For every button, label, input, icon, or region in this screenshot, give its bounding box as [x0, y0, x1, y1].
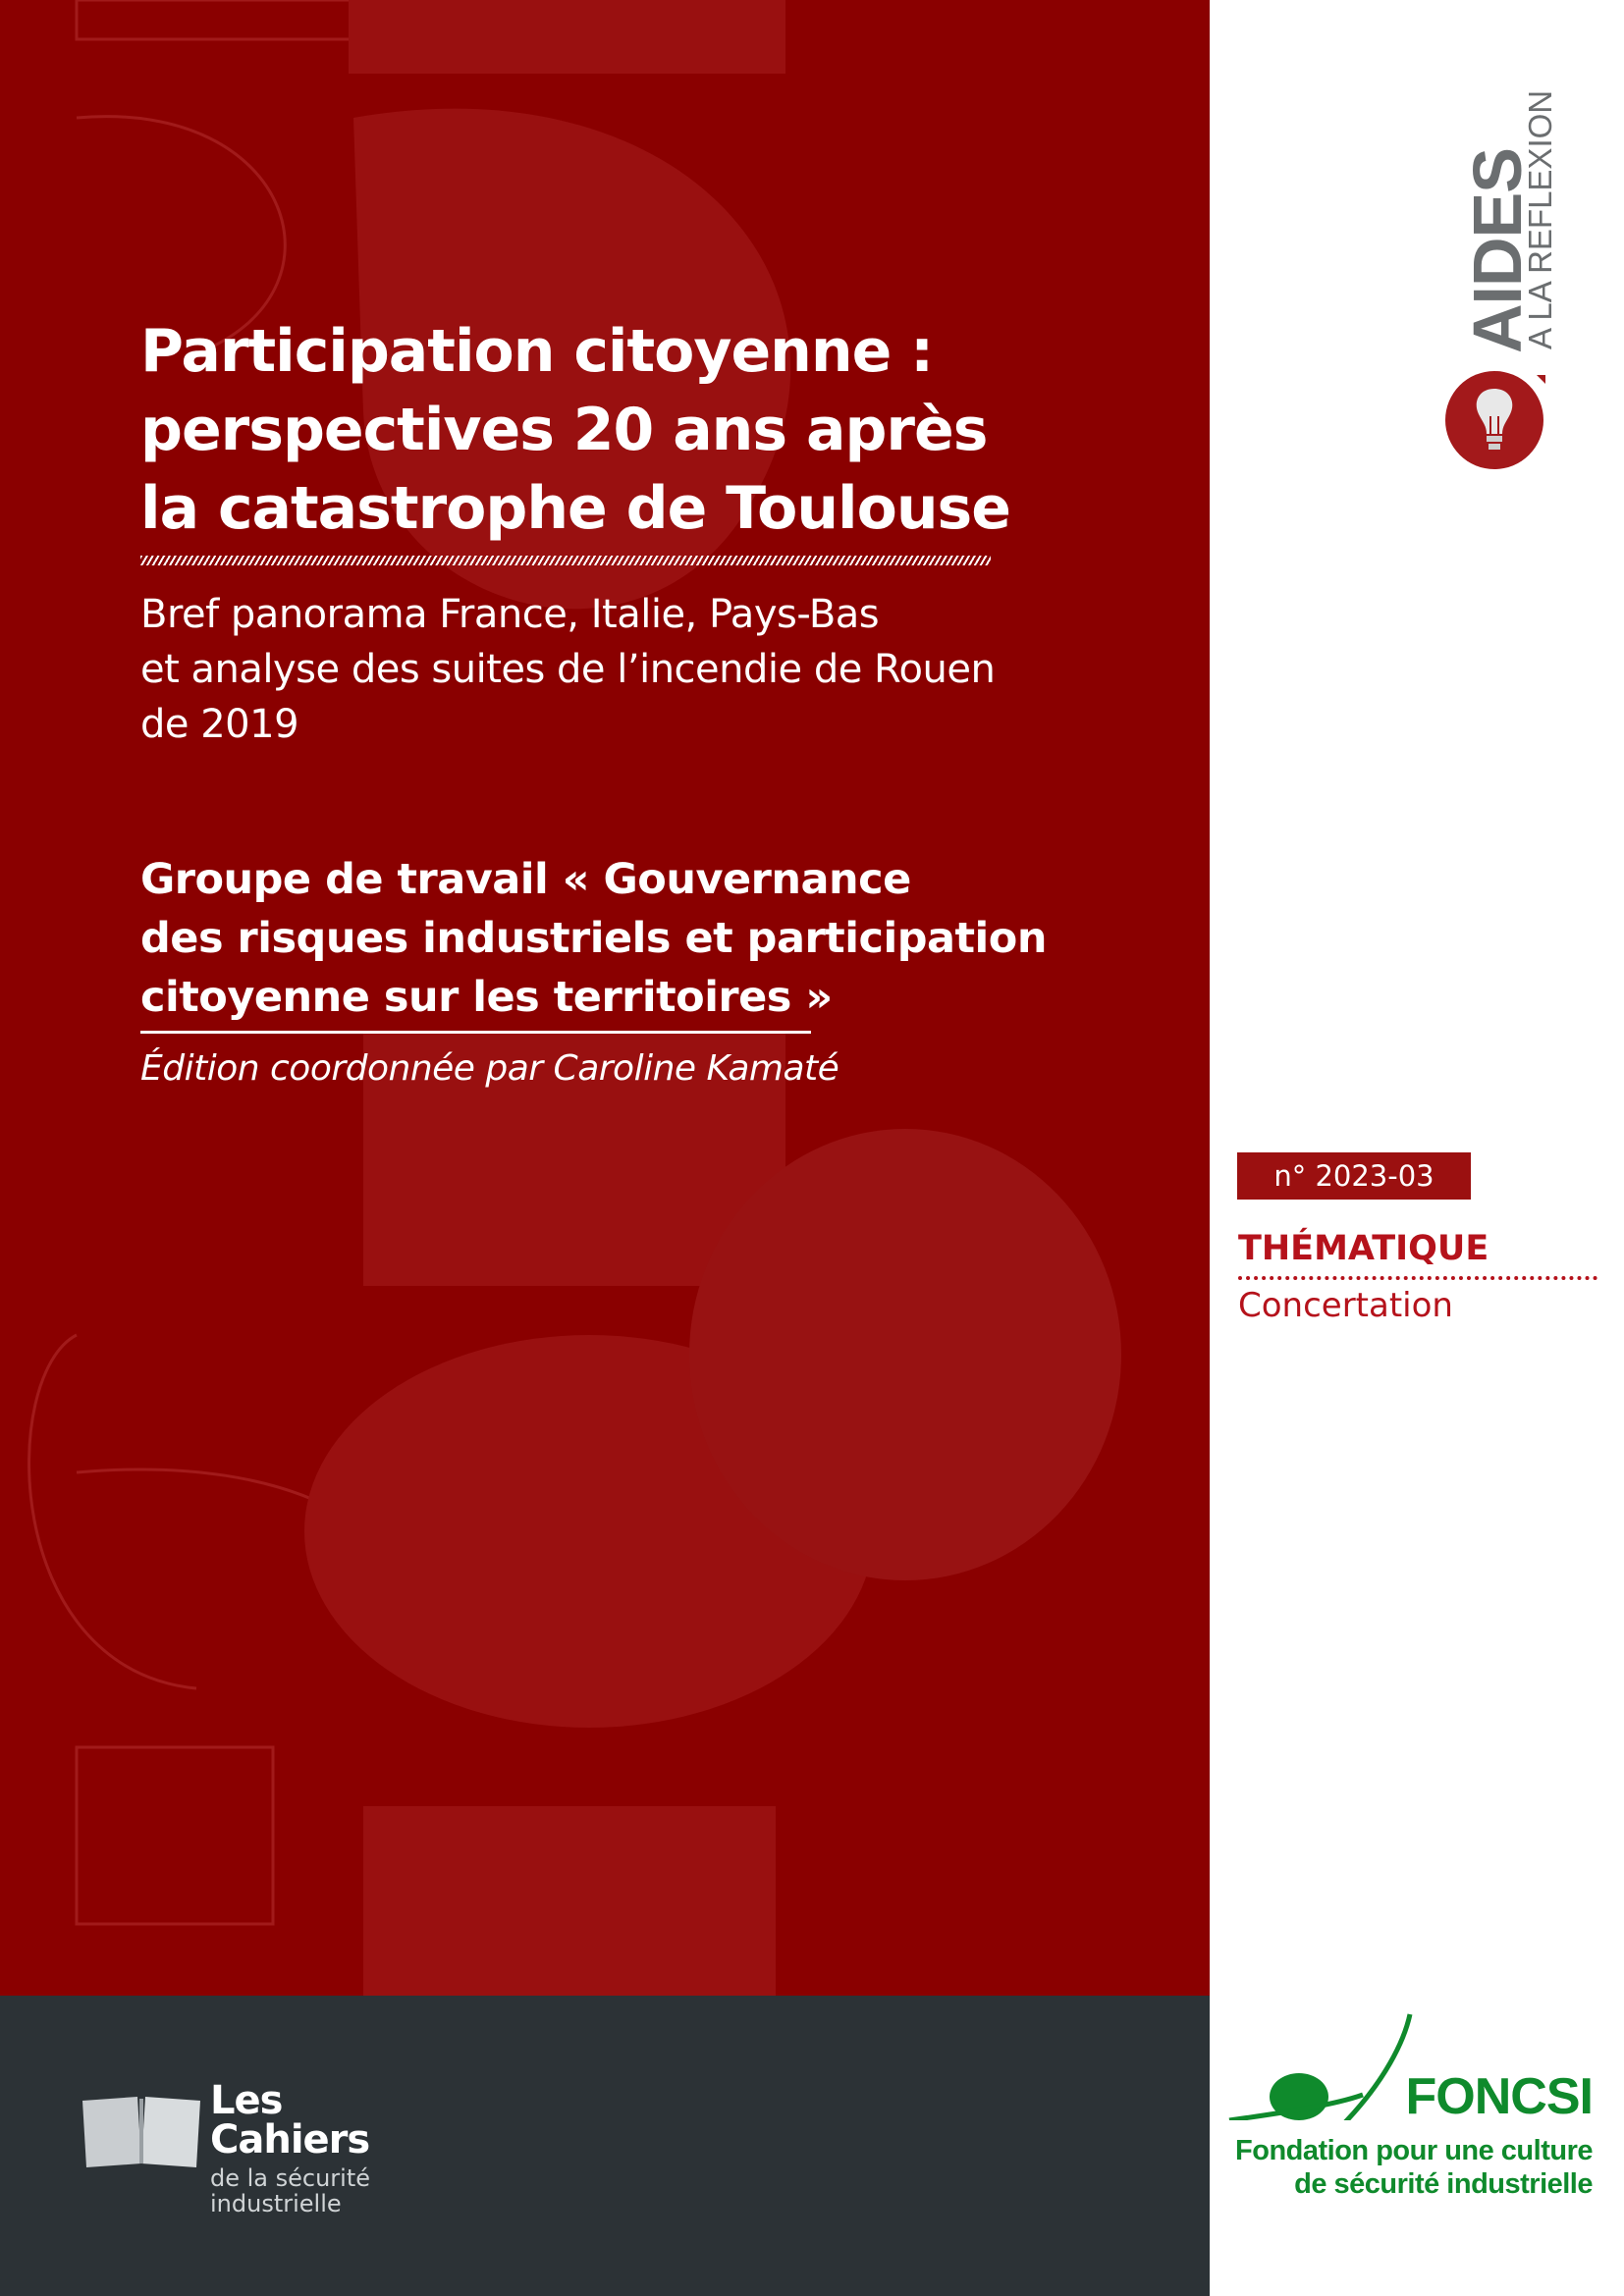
issue-number-badge: n° 2023-03 — [1237, 1152, 1471, 1200]
working-group-heading — [140, 850, 1122, 1027]
document-subtitle — [140, 587, 1122, 752]
working-group-line: citoyenne sur les territoires » — [140, 973, 833, 1022]
series-banner-sub: A LA REFLEXION — [1522, 89, 1558, 349]
lightbulb-icon — [1443, 365, 1549, 473]
cahiers-line-3: de la sécurité — [210, 2164, 371, 2192]
title-line: la catastrophe de Toulouse — [140, 474, 1010, 543]
thematique-divider — [1238, 1276, 1597, 1280]
subtitle-line: et analyse des suites de l’incendie de Rouen — [140, 647, 996, 692]
book-icon — [79, 2093, 206, 2171]
thematique-value: Concertation — [1238, 1286, 1453, 1325]
series-banner-main: AIDES — [1459, 148, 1536, 353]
cahiers-line-4: industrielle — [210, 2190, 342, 2217]
title-underline-divider — [140, 556, 991, 565]
les-cahiers-logo — [79, 2078, 403, 2228]
edition-credit: Édition coordonnée par Caroline Kamaté — [140, 1048, 839, 1089]
title-line: perspectives 20 ans après — [140, 396, 988, 464]
cahiers-line-2: Cahiers — [210, 2117, 370, 2163]
foncsi-tagline-line-2: de sécurité industrielle — [1294, 2168, 1593, 2200]
foncsi-tagline-line-1: Fondation pour une culture — [1235, 2135, 1593, 2166]
thematique-label: THÉMATIQUE — [1238, 1229, 1489, 1268]
working-group-divider — [140, 1031, 811, 1034]
cahiers-line-1: Les — [210, 2078, 283, 2123]
foncsi-name: FONCSI — [1405, 2068, 1593, 2125]
working-group-line: Groupe de travail « Gouvernance — [140, 855, 911, 904]
working-group-line: des risques industriels et participation — [140, 914, 1047, 963]
subtitle-line: de 2019 — [140, 702, 299, 747]
foncsi-logo — [1227, 2012, 1610, 2277]
subtitle-line: Bref panorama France, Italie, Pays-Bas — [140, 592, 880, 637]
document-title — [140, 312, 1024, 548]
title-line: Participation citoyenne : — [140, 317, 934, 386]
